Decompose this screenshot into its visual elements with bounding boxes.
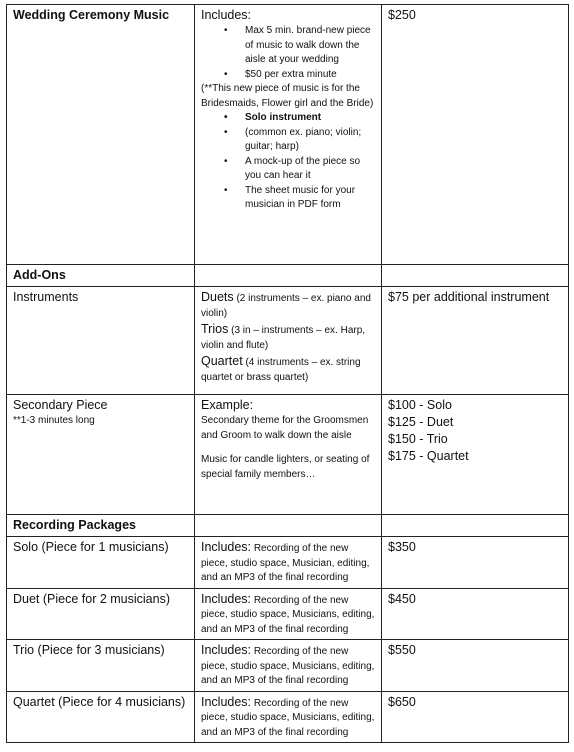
addons-header: Add-Ons — [13, 268, 66, 282]
instruments-row — [7, 287, 569, 395]
quartet-label: Quartet — [201, 354, 243, 368]
secondary-sub: **1-3 minutes long — [13, 415, 95, 426]
list-item: • Max 5 min. brand-new piece of music to walk down the aisle at your wedding — [245, 24, 376, 68]
duets-desc: (2 instruments – ex. piano and violin) — [201, 293, 371, 319]
ceremony-note: (**This new piece of music is for the Bridesmaids, Flower girl and the Bride) — [201, 83, 374, 109]
recording-includes-label: Includes: — [201, 643, 252, 657]
table-row — [7, 537, 569, 589]
table-row — [7, 691, 569, 743]
ceremony-price: $250 — [388, 8, 416, 22]
list-item: • $50 per extra minute — [245, 68, 376, 83]
recording-label: Trio (Piece for 3 musicians) — [13, 643, 165, 657]
secondary-price-trio: $150 - Trio — [388, 432, 448, 446]
ceremony-bullet-list-2 — [201, 111, 376, 213]
recording-price: $550 — [388, 643, 416, 657]
quartet-entry — [201, 353, 376, 385]
recording-includes-label: Includes: — [201, 694, 252, 709]
recording-price: $650 — [388, 694, 416, 709]
recording-desc: Recording of the new piece, studio space, Musicians, editing, and an MP3 of the final recording — [201, 697, 375, 738]
recording-label: Quartet (Piece for 4 musicians) — [13, 694, 186, 709]
ceremony-title: Wedding Ceremony Music — [13, 8, 170, 22]
recording-header-row — [7, 515, 569, 537]
list-item: • The sheet music for your musician in PDF form — [245, 184, 376, 213]
list-item: • (common ex. piano; violin; guitar; harp) — [245, 126, 376, 155]
recording-label: Duet (Piece for 2 musicians) — [13, 591, 171, 606]
table-row — [7, 588, 569, 640]
ceremony-bullet-list — [201, 24, 376, 82]
duets-entry — [201, 289, 376, 321]
secondary-price-solo: $100 - Solo — [388, 398, 452, 412]
secondary-example-1: Secondary theme for the Groomsmen and Groom to walk down the aisle — [201, 415, 369, 441]
trios-entry — [201, 321, 376, 353]
ceremony-title-cell — [7, 5, 195, 265]
pricing-table — [6, 4, 569, 743]
recording-includes-label: Includes: — [201, 591, 252, 606]
recording-desc: Recording of the new piece, studio space, Musicians, editing, and an MP3 of the final recording — [201, 594, 375, 635]
ceremony-price-cell — [382, 5, 569, 265]
list-item: • Solo instrument — [245, 111, 376, 126]
secondary-example-label: Example: — [201, 398, 254, 412]
secondary-price-quartet: $175 - Quartet — [388, 449, 469, 463]
trios-desc: (3 in – instruments – ex. Harp, violin and flute) — [201, 325, 366, 351]
secondary-label: Secondary Piece — [13, 398, 108, 412]
duets-label: Duets — [201, 290, 234, 304]
ceremony-includes-label: Includes: — [201, 8, 252, 22]
recording-includes-label: Includes: — [201, 540, 252, 554]
recording-price: $450 — [388, 591, 416, 606]
secondary-price-duet: $125 - Duet — [388, 415, 454, 429]
recording-header: Recording Packages — [13, 518, 136, 532]
instruments-label: Instruments — [13, 290, 79, 304]
recording-desc: Recording of the new piece, studio space, Musicians, editing, and an MP3 of the final recording — [201, 646, 375, 686]
secondary-example-2: Music for candle lighters, or seating of special family members… — [201, 454, 370, 480]
addons-header-row — [7, 265, 569, 287]
recording-price: $350 — [388, 540, 416, 554]
trios-label: Trios — [201, 322, 229, 336]
quartet-desc: (4 instruments – ex. string quartet or brass quartet) — [201, 357, 361, 383]
recording-label: Solo (Piece for 1 musicians) — [13, 540, 169, 554]
ceremony-details-cell — [195, 5, 382, 265]
ceremony-row — [7, 5, 569, 265]
recording-desc: Recording of the new piece, studio space, Musician, editing, and an MP3 of the final recording — [201, 543, 370, 583]
secondary-row — [7, 395, 569, 515]
list-item: • A mock-up of the piece so you can hear it — [245, 155, 376, 184]
instruments-price: $75 per additional instrument — [388, 290, 550, 304]
table-row — [7, 640, 569, 692]
